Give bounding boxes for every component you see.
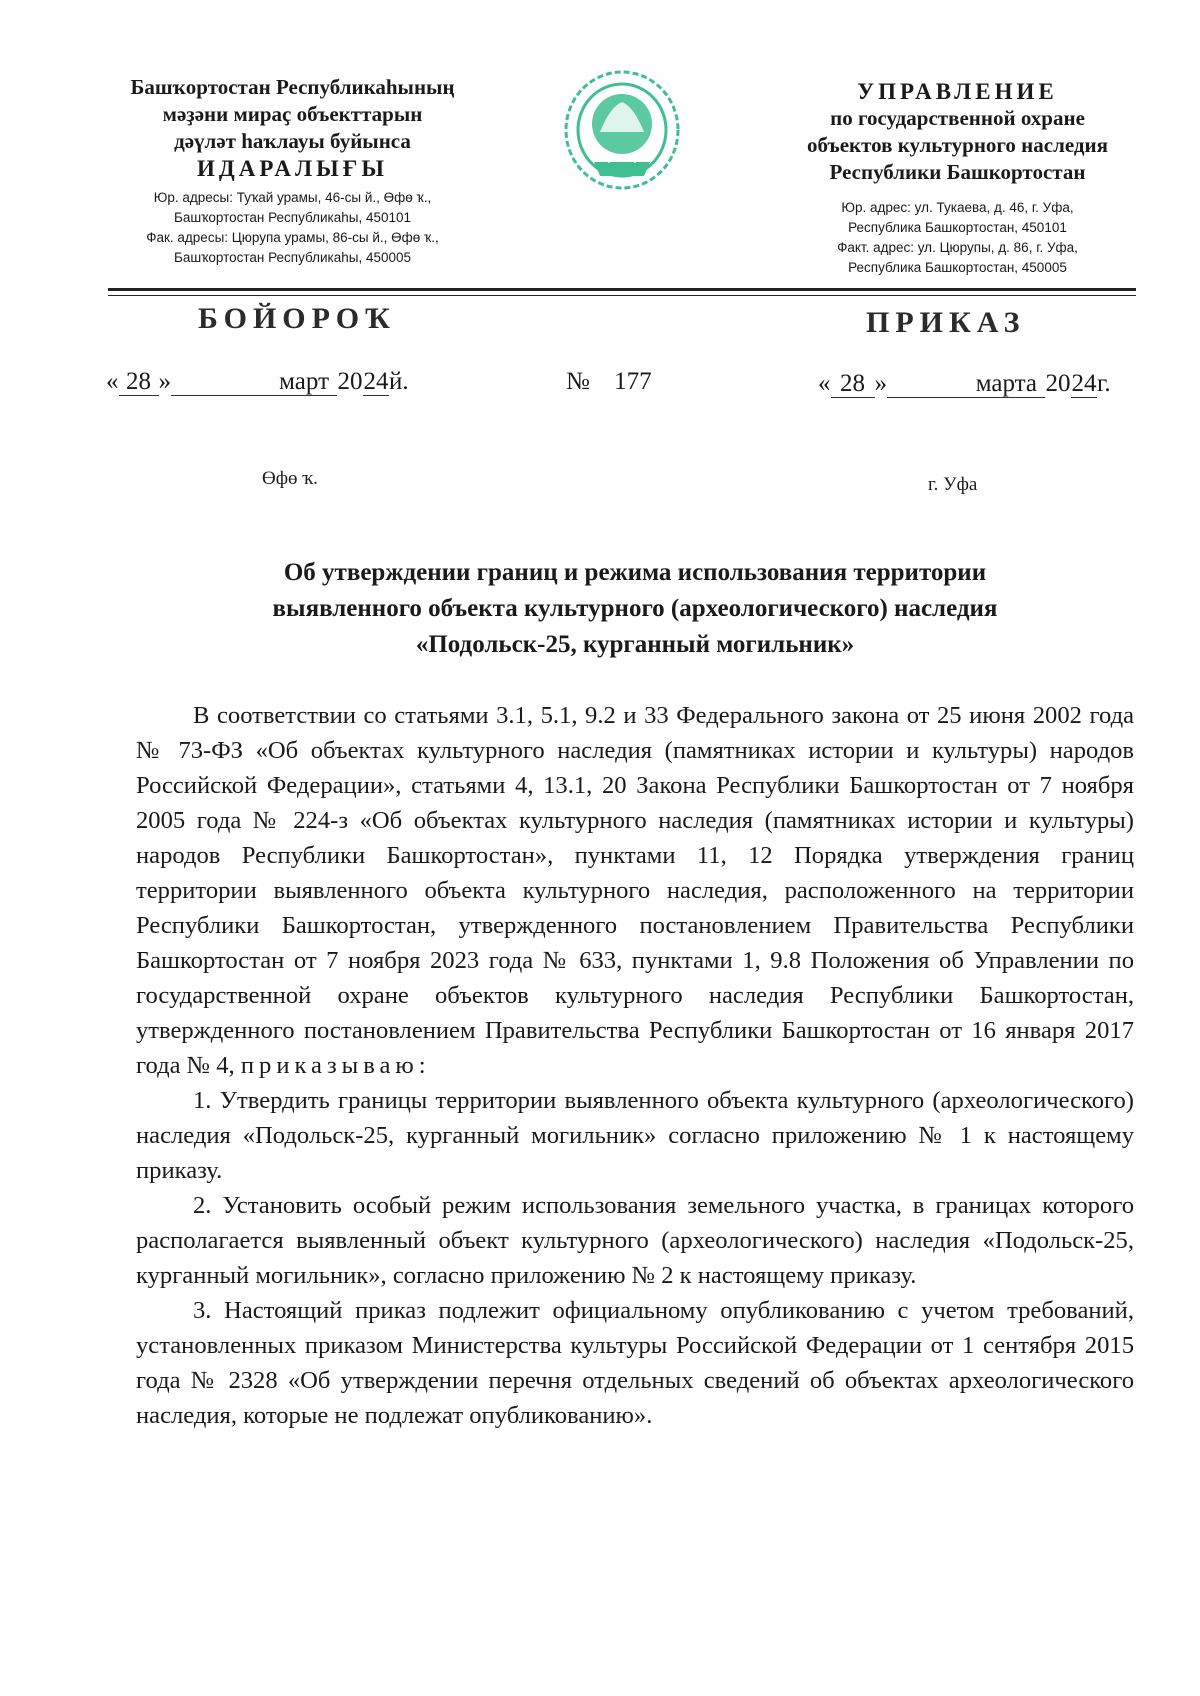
title-line: Об утверждении границ и режима использования территории: [283, 559, 987, 586]
date-month: марта: [887, 371, 1045, 398]
address-line: Юр. адрес: ул. Тукаева, д. 46, г. Уфа,: [841, 200, 1074, 215]
date-year-prefix: 20: [1045, 370, 1071, 397]
emblem-svg: [560, 62, 685, 192]
address-line: Башҡортостан Республикаһы, 450101: [173, 210, 412, 225]
date-suffix: г.: [1097, 370, 1111, 397]
city-bashkir: Өфө ҡ.: [262, 468, 318, 489]
address-line: Республика Башкортостан, 450101: [848, 220, 1067, 235]
org-line: мәҙәни мираҫ объекттарын: [162, 102, 423, 126]
doc-kind-russian: ПРИКАЗ: [866, 306, 1026, 339]
address-line: Юр. адресы: Туҡай урамы, 46-сы й., Өфө ҡ.,: [153, 190, 432, 205]
city-russian: г. Уфа: [928, 474, 978, 495]
address-bashkir: [100, 188, 485, 268]
number-label: №: [566, 368, 590, 395]
document-body: [136, 698, 1134, 1433]
header-divider-thin: [108, 295, 1136, 296]
address-russian: [765, 198, 1150, 278]
item-2-paragraph: 2. Установить особый режим использования земельного участка, в границах которого располагается выявленный объект культурного (археологического) наследия «Подольск-25, курганный могильник», согласно приложению № 2 к настоящему приказу.: [136, 1192, 1134, 1289]
address-line: Фак. адресы: Цюрупа урамы, 86-сы й., Өфө ҡ.,: [146, 230, 439, 245]
org-name-bashkir: [100, 74, 485, 182]
org-line: ИДАРАЛЫҒЫ: [197, 156, 388, 181]
intro-paragraph: [136, 698, 1134, 1083]
address-line: Факт. адрес: ул. Цюрупы, д. 86, г. Уфа,: [837, 240, 1078, 255]
org-line: дәүләт һаҡлауы буйынса: [174, 129, 411, 153]
title-line: «Подольск-25, курганный могильник»: [415, 631, 855, 658]
quote-close: »: [158, 368, 171, 395]
org-line: Башҡортостан Республикаһының: [130, 75, 455, 99]
quote-open: «: [818, 370, 831, 397]
number-value: 177: [614, 368, 652, 395]
quote-close: »: [874, 370, 887, 397]
coat-of-arms-icon: [560, 62, 685, 192]
date-year-prefix: 20: [337, 368, 363, 395]
doc-kind-bashkir: БОЙОРОҠ: [198, 302, 396, 335]
org-line: по государственной охране: [830, 106, 1085, 130]
date-left: [106, 368, 409, 396]
header-left-block: [100, 74, 485, 268]
document-title: [130, 555, 1140, 663]
address-line: Башҡортостан Республикаһы, 450005: [173, 250, 412, 265]
date-day: 28: [119, 369, 159, 396]
date-month: март: [171, 369, 337, 396]
quote-open: «: [106, 368, 119, 395]
header-right-block: [765, 78, 1150, 278]
order-number: [566, 368, 652, 396]
org-line: Республики Башкортостан: [829, 160, 1086, 184]
org-line: объектов культурного наследия: [806, 133, 1109, 157]
date-suffix: й.: [389, 368, 409, 395]
date-day: 28: [831, 371, 875, 398]
intro-text: В соответствии со статьями 3.1, 5.1, 9.2 и 33 Федерального закона от 25 июня 2002 года № 73-ФЗ «Об объектах культурного наследия (памятниках истории и культуры) народов Российской Федерации», статьями 4, 13.1, 20 Закона Республики Башкортостан от 7 ноября 2005 года № 224-з «Об объектах культурного наследия (памятниках истории и культуры) народов Республики Башкортостан», пунктами 11, 12 Порядка утверждения границ территории выявленного объекта культурного наследия, расположенного на территории Республики Башкортостан, утвержденного постановлением Правительства Республики Башкортостан от 7 ноября 2023 года № 633, пунктами 1, 9.8 Положения об Управлении по государственной охране объектов культурного наследия Республики Башкортостан, утвержденного постановлением Правительства Республики Башкортостан от 16 января 2017 года № 4,: [136, 702, 1134, 1079]
item-3-paragraph: 3. Настоящий приказ подлежит официальному опубликованию с учетом требований, установленных приказом Министерства культуры Российской Федерации от 1 сентября 2015 года № 2328 «Об утверждении перечня отдельных сведений об объектах археологического наследия, которые не подлежат опубликованию».: [136, 1297, 1134, 1429]
date-year-suffix: 24: [1071, 370, 1097, 397]
date-right: [818, 370, 1111, 398]
date-year-suffix: 24: [363, 368, 389, 395]
item-1-paragraph: 1. Утвердить границы территории выявленного объекта культурного (археологического) наследия «Подольск-25, курганный могильник» согласно приложению № 1 к настоящему приказу.: [136, 1087, 1134, 1184]
org-name-russian: [765, 78, 1150, 186]
order-word: приказываю:: [240, 1052, 431, 1079]
address-line: Республика Башкортостан, 450005: [848, 260, 1067, 275]
org-line: УПРАВЛЕНИЕ: [857, 79, 1058, 104]
header-divider-thick: [108, 288, 1136, 291]
title-line: выявленного объекта культурного (археологического) наследия: [272, 595, 998, 622]
